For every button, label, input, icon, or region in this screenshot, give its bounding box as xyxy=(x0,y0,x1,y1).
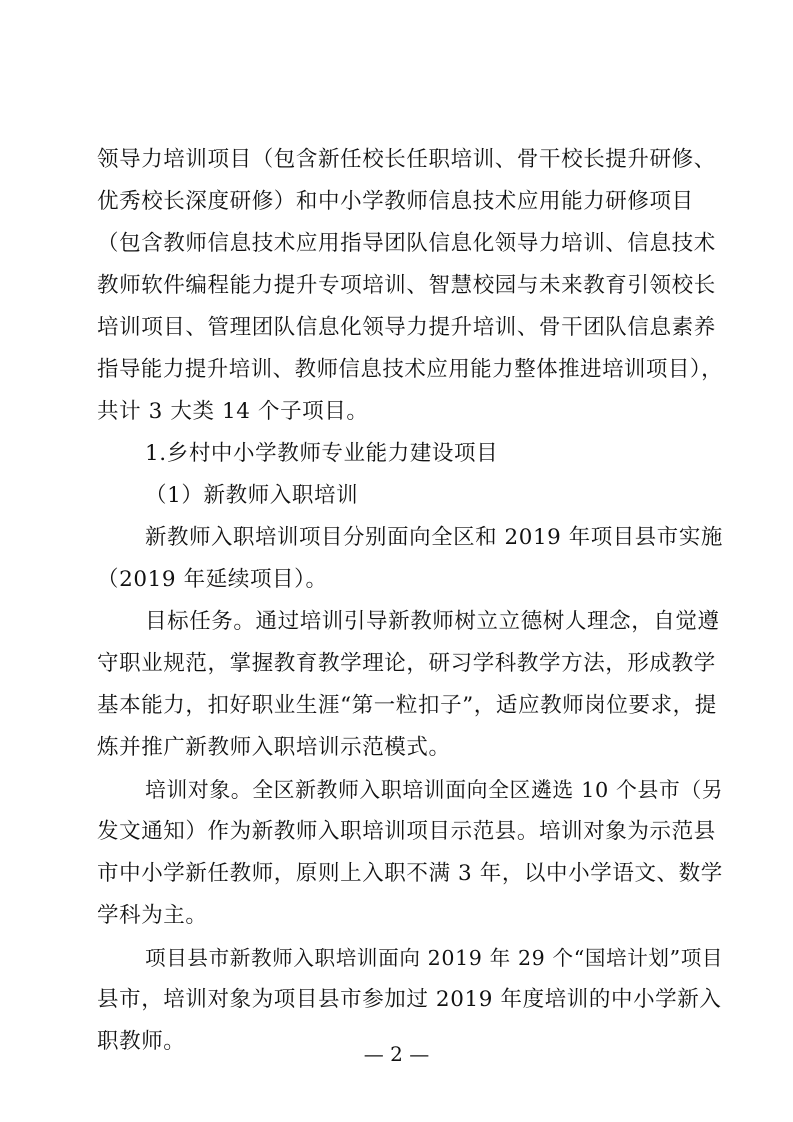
paragraph-line: 市中小学新任教师，原则上入职不满 3 年，以中小学语文、数学 xyxy=(97,861,723,886)
paragraph-line: 基本能力，扣好职业生涯“第一粒扣子”，适应教师岗位要求，提 xyxy=(97,693,717,718)
paragraph-line: 领导力培训项目（包含新任校长任职培训、骨干校长提升研修、 xyxy=(97,147,716,172)
paragraph-line: 炼并推广新教师入职培训示范模式。 xyxy=(97,735,451,760)
paragraph-line: 新教师入职培训项目分别面向全区和 2019 年项目县市实施 xyxy=(145,525,723,550)
paragraph-line: 县市，培训对象为项目县市参加过 2019 年度培训的中小学新入 xyxy=(97,987,722,1012)
paragraph-line: 共计 3 大类 14 个子项目。 xyxy=(97,399,369,424)
paragraph-line: 教师软件编程能力提升专项培训、智慧校园与未来教育引领校长 xyxy=(97,273,716,298)
paragraph-line: （2019 年延续项目）。 xyxy=(97,567,328,592)
paragraph-line: 培训项目、管理团队信息化领导力提升培训、骨干团队信息素养 xyxy=(97,315,716,340)
paragraph-line: 目标任务。通过培训引导新教师树立立德树人理念，自觉遵 xyxy=(145,609,720,634)
paragraph-line: （包含教师信息技术应用指导团队信息化领导力培训、信息技术 xyxy=(97,231,716,256)
subsection-heading: （1）新教师入职培训 xyxy=(145,483,359,508)
paragraph-line: 守职业规范，掌握教育教学理论，研习学科教学方法，形成教学 xyxy=(97,651,716,676)
page-number: — 2 — xyxy=(363,1042,430,1066)
paragraph-line: 培训对象。全区新教师入职培训面向全区遴选 10 个县市（另 xyxy=(145,778,724,802)
paragraph-line: 发文通知）作为新教师入职培训项目示范县。培训对象为示范县 xyxy=(97,819,716,844)
paragraph-line: 项目县市新教师入职培训面向 2019 年 29 个“国培计划”项目 xyxy=(145,946,724,970)
paragraph-line: 指导能力提升培训、教师信息技术应用能力整体推进培训项目）， xyxy=(97,357,724,382)
paragraph-line: 学科为主。 xyxy=(97,903,208,928)
paragraph-line: 优秀校长深度研修）和中小学教师信息技术应用能力研修项目 xyxy=(97,189,694,214)
paragraph-line: 职教师。 xyxy=(97,1029,186,1054)
section-heading: 1.乡村中小学教师专业能力建设项目 xyxy=(145,441,499,466)
